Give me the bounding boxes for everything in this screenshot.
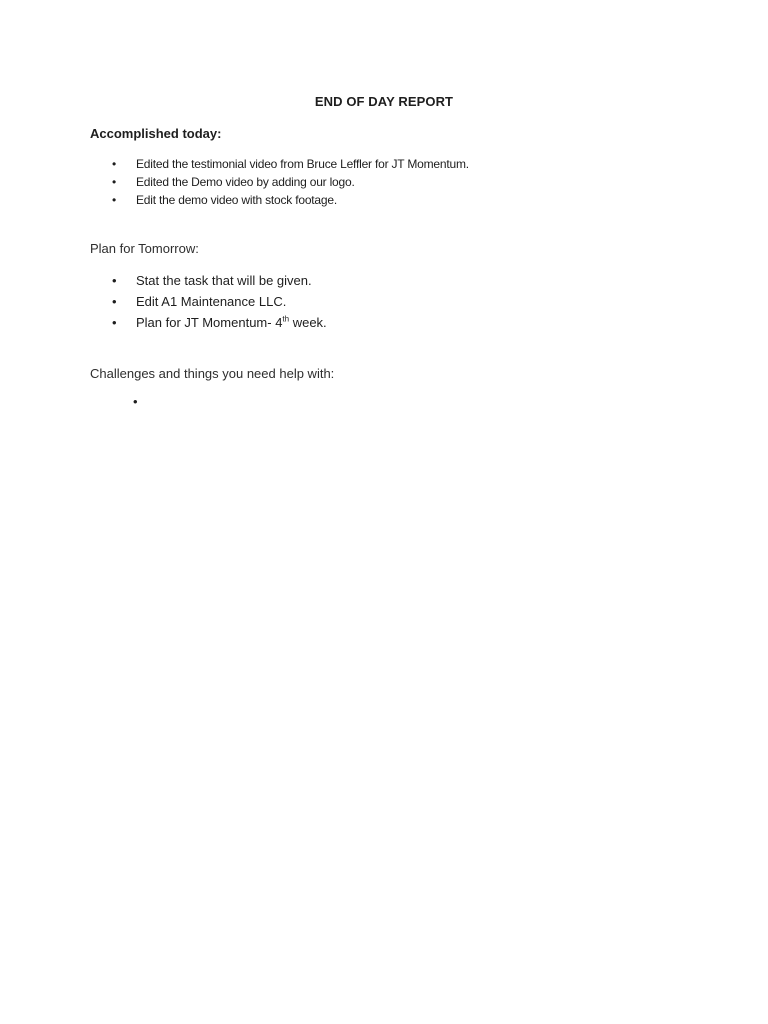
plan-item-prefix: Plan for JT Momentum- 4 [136, 315, 283, 330]
list-item-text: Edited the testimonial video from Bruce Leffler for JT Momentum. [136, 157, 469, 171]
bullet-icon: • [112, 193, 117, 207]
list-item [0, 270, 327, 291]
bullet-icon: • [112, 273, 117, 288]
list-item-text: Edited the Demo video by adding our logo. [136, 175, 355, 189]
plan-list [0, 270, 327, 333]
bullet-icon: • [112, 157, 117, 171]
list-item-text [136, 315, 327, 330]
challenges-heading: Challenges and things you need help with: [90, 366, 335, 381]
list-item [0, 191, 469, 209]
list-item-text: Edit A1 Maintenance LLC. [136, 294, 287, 309]
empty-bullet-icon: • [133, 394, 138, 409]
bullet-icon: • [112, 315, 117, 330]
plan-heading: Plan for Tomorrow: [90, 241, 199, 256]
bullet-icon: • [112, 294, 117, 309]
list-item [0, 173, 469, 191]
bullet-icon: • [112, 175, 117, 189]
accomplished-list [0, 155, 469, 209]
plan-item-suffix: week. [289, 315, 327, 330]
ordinal-suffix: th [282, 314, 290, 324]
list-item-text: Edit the demo video with stock footage. [136, 193, 337, 207]
accomplished-heading: Accomplished today: [90, 126, 222, 141]
list-item [0, 155, 469, 173]
list-item-text: Stat the task that will be given. [136, 273, 312, 288]
report-title: END OF DAY REPORT [314, 94, 454, 109]
list-item [0, 291, 327, 312]
list-item [0, 312, 327, 333]
